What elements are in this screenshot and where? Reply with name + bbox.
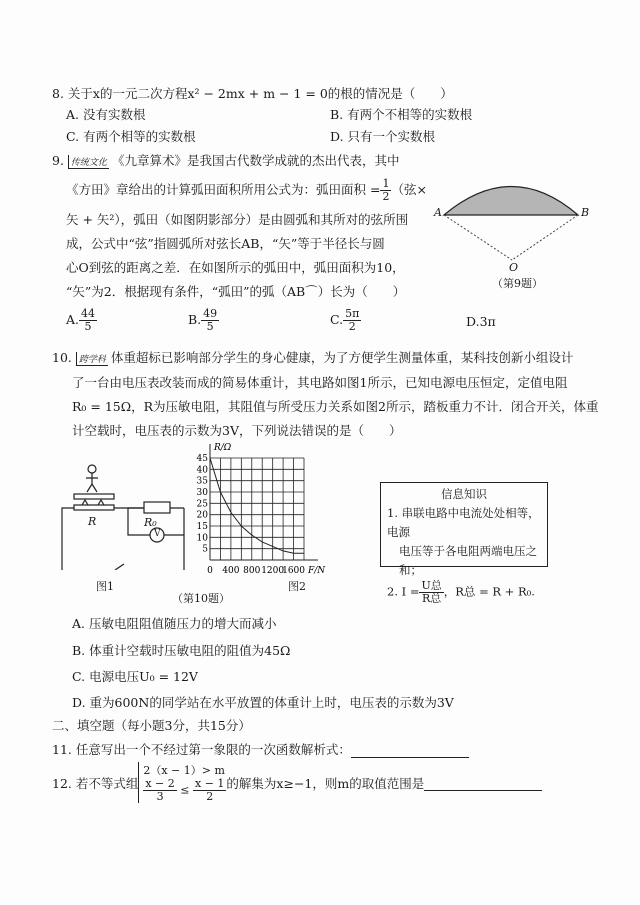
q10-line-2: 了一台由电压表改装而成的简易体重计，其电路如图1所示，已知电源电压恒定，定值电阻 — [72, 375, 568, 390]
q8-stem: 8. 关于x的一元二次方程x² − 2mx + m − 1 = 0的根的情况是（ ） — [52, 86, 453, 101]
y-tick-label: 35 — [196, 476, 208, 487]
voltmeter-label: V — [154, 529, 161, 539]
resistor-r0-label: R₀ — [144, 516, 157, 529]
point-o-label: O — [509, 261, 519, 274]
y-tick-label: 10 — [196, 533, 208, 544]
y-tick-label: 30 — [196, 488, 208, 498]
q9-line-2 — [66, 178, 427, 203]
q8-option-d: D. 只有一个实数根 — [330, 129, 436, 144]
circuit-diagram — [50, 460, 190, 570]
info-knowledge-box — [380, 482, 548, 605]
r-vs-f-curve — [210, 458, 304, 553]
y-axis-label: R/Ω — [214, 443, 232, 453]
figure1-caption: 图1 — [96, 580, 114, 593]
y-tick-label: 15 — [196, 522, 208, 532]
resistance-force-chart — [190, 440, 360, 590]
x-tick-label: 1600 — [282, 566, 306, 576]
section-2-heading: 二、填空题（每小题3分，共15分） — [52, 718, 251, 733]
arc-field-shaded — [444, 187, 578, 216]
q10-figure-caption: （第10题） — [172, 592, 230, 605]
q11-answer-blank[interactable] — [351, 742, 469, 758]
x-axis-label: F/N — [308, 566, 326, 576]
inequality-1: 2（x − 1）> m — [143, 764, 225, 777]
fraction-half: $\frac{1}{2}$ — [382, 177, 390, 203]
q9-line-5: 心O到弦的距离之差．在如图所示的弧田中，弧田面积为10， — [66, 260, 405, 275]
q10-tag: 跨学科 — [76, 352, 108, 366]
q11: 11. 任意写出一个不经过第一象限的一次函数解析式： — [52, 740, 469, 758]
point-a-label: A — [434, 206, 442, 219]
q8-option-b: B. 有两个不相等的实数根 — [330, 107, 473, 122]
q9-figure-caption: （第9题） — [492, 277, 543, 290]
y-tick-label: 40 — [196, 465, 208, 476]
q12-answer-blank[interactable] — [424, 775, 542, 791]
inequality-2: $\frac{x - 2}{3}$ ≤ $\frac{x - 1}{2}$ — [145, 777, 225, 803]
q9-option-b: B. $\frac{49}{5}$ — [188, 307, 218, 333]
radius-oa — [444, 215, 512, 260]
q9-text: 《方田》章给出的计算弧田面积所用公式为：弧田面积 = — [66, 182, 381, 197]
figure2-caption: 图2 — [288, 580, 306, 593]
q9-line-4: 成，公式中“弦”指圆弧所对弦长AB，“矢”等于半径长与圆 — [66, 236, 385, 251]
info-line-3: 2. I = $\frac{\text{U总}}{\text{R总}}$ ，R总 = R + R₀. — [387, 579, 535, 605]
q10-option-a: A. 压敏电阻阻值随压力的增大而减小 — [72, 616, 277, 631]
q9-option-a: A. $\frac{44}{5}$ — [66, 307, 96, 333]
y-tick-label: 20 — [196, 510, 208, 521]
info-line-1: 1. 串联电路中电流处处相等，电源 — [387, 506, 540, 539]
point-b-label: B — [581, 206, 590, 219]
x-tick-label: 400 — [222, 566, 240, 576]
q12: 12. 若不等式组 2（x − 1）> m $\frac{x - 2}{3}$ ≤ $\frac{x - 1}{2}$ 的解集为x≥−1，则m的取值范围是 — [52, 762, 542, 803]
info-title: 信息知识 — [441, 487, 487, 501]
q9-text: （弦× — [391, 182, 427, 197]
q9-option-d: D.3π — [466, 314, 496, 329]
q9-tag: 传统文化 — [68, 155, 109, 169]
y-tick-label: 5 — [202, 544, 208, 555]
info-line-2: 电压等于各电阻两端电压之和； — [399, 544, 537, 577]
resistor-r-label: R — [88, 515, 97, 528]
q10-option-c: C. 电源电压U₀ = 12V — [72, 669, 198, 684]
q10-option-b: B. 体重计空载时压敏电阻的阻值为45Ω — [72, 643, 291, 658]
q10-option-d: D. 重为600N的同学站在水平放置的体重计上时，电压表的示数为3V — [72, 695, 454, 710]
q9-number: 9. — [52, 153, 64, 168]
q8-option-a: A. 没有实数根 — [66, 107, 146, 122]
radius-ob — [512, 215, 578, 260]
x-tick-label: 800 — [243, 566, 261, 576]
q9-line-6: “矢”为2．根据现有条件，“弧田”的弧（AB⌒）长为（ ） — [66, 284, 406, 299]
q9-text: 《九章算术》是我国古代数学成就的杰出代表，其中 — [111, 153, 400, 168]
q10-line-3: R₀ = 15Ω，R为压敏电阻，其阻值与所受压力关系如图2所示，踏板重力不计．闭合开关，体重 — [72, 399, 599, 414]
q9-line-1 — [52, 151, 399, 169]
y-tick-label: 45 — [196, 454, 208, 464]
q10-line-1: 10. 跨学科 体重超标已影响部分学生的身心健康，为了方便学生测量体重，某科技创新小组设计 — [52, 350, 574, 365]
x-tick-label: 1200 — [261, 566, 285, 576]
q9-option-c: C. $\frac{5\pi}{2}$ — [330, 307, 360, 333]
person-icon — [88, 465, 96, 473]
q8-option-c: C. 有两个相等的实数根 — [66, 129, 196, 144]
x-tick-label: 0 — [207, 566, 213, 576]
q10-line-4: 计空载时，电压表的示数为3V，下列说法错误的是（ ） — [72, 423, 402, 438]
q9-line-3: 矢 + 矢²），弧田（如图阴影部分）是由圆弧和其所对的弦所围 — [66, 212, 409, 227]
resistor-r0 — [144, 502, 170, 513]
y-tick-label: 25 — [196, 499, 208, 510]
